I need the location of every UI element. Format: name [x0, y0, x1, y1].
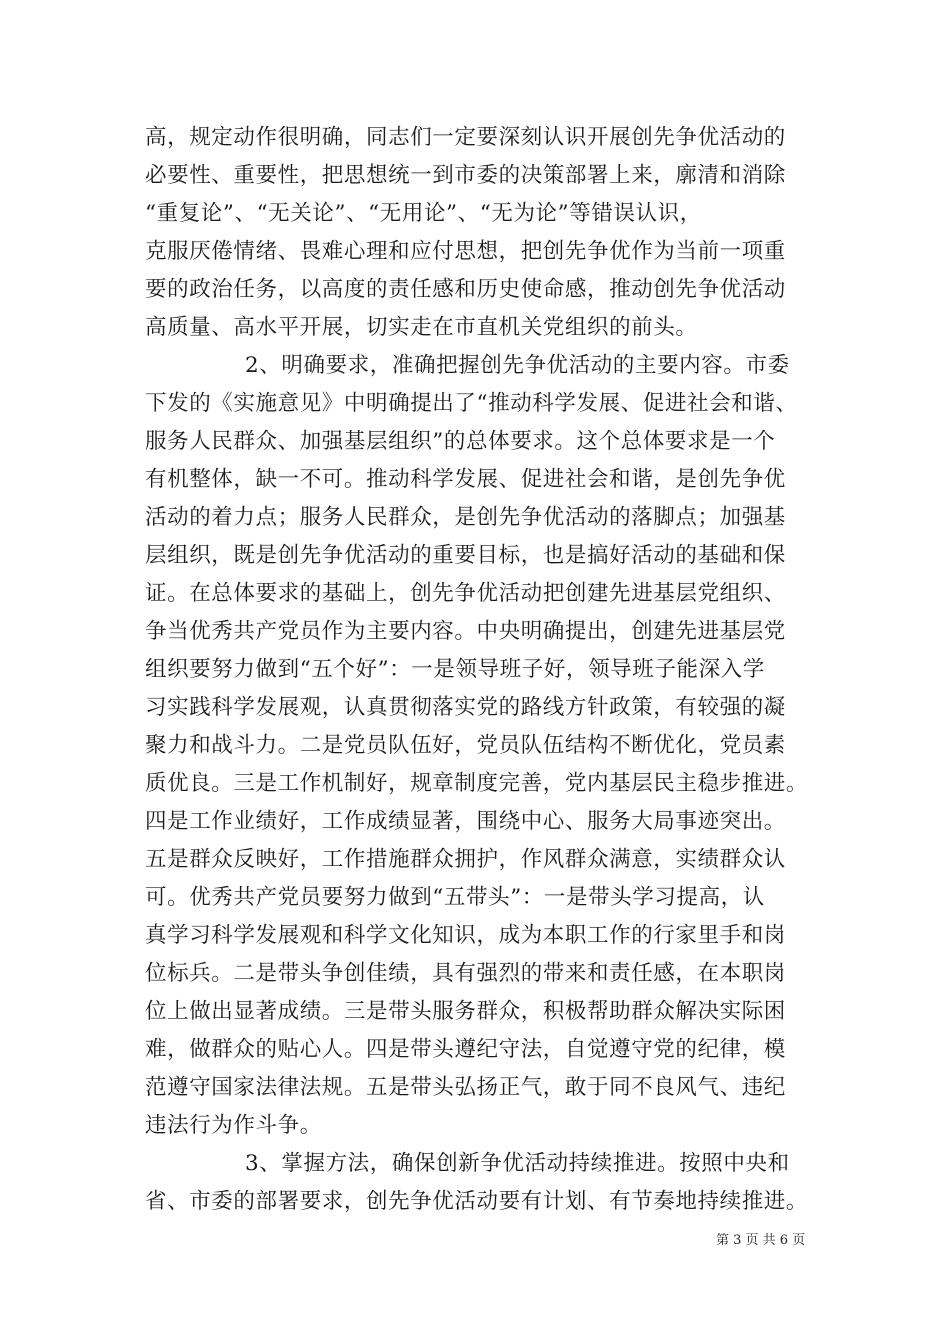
text-line: 省、市委的部署要求，创先争优活动要有计划、有节奏地持续推进。 [145, 1189, 809, 1214]
text-line: 难，做群众的贴心人。四是带头遵纪守法，自觉遵守党的纪律，模 [145, 1037, 786, 1062]
text-line: 可。优秀共产党员要努力做到“五带头”：一是带头学习提高，认 [145, 885, 765, 910]
text-line: 范遵守国家法律法规。五是带头弘扬正气，敢于同不良风气、违纪 [145, 1075, 786, 1100]
text-line: 层组织，既是创先争优活动的重要目标，也是搞好活动的基础和保 [145, 543, 786, 568]
text-line: 服务人民群众、加强基层组织”的总体要求。这个总体要求是一个 [145, 429, 776, 454]
text-line: 有机整体，缺一不可。推动科学发展、促进社会和谐，是创先争优 [145, 467, 786, 492]
text-line: 位上做出显著成绩。三是带头服务群众，积极帮助群众解决实际困 [145, 999, 786, 1024]
text-line: 五是群众反映好，工作措施群众拥护，作风群众满意，实绩群众认 [145, 847, 786, 872]
text-line: 活动的着力点；服务人民群众，是创先争优活动的落脚点；加强基 [145, 505, 786, 530]
text-line: 质优良。三是工作机制好，规章制度完善，党内基层民主稳步推进。 [145, 771, 809, 796]
section-heading-line: 3、掌握方法，确保创新争优活动持续推进。按照中央和 [245, 1151, 790, 1176]
page-number-footer: 第 3 页 共 6 页 [716, 1233, 806, 1248]
text-line: 真学习科学发展观和科学文化知识，成为本职工作的行家里手和岗 [145, 923, 786, 948]
text-line: 高质量、高水平开展，切实走在市直机关党组织的前头。 [145, 315, 698, 340]
text-line: 克服厌倦情绪、畏难心理和应付思想，把创先争优作为当前一项重 [145, 239, 786, 264]
text-line: 下发的《实施意见》中明确提出了“推动科学发展、促进社会和谐、 [145, 391, 798, 416]
section-heading-line: 2、明确要求，准确把握创先争优活动的主要内容。市委 [245, 353, 790, 378]
text-line: 习实践科学发展观，认真贯彻落实党的路线方针政策，有较强的凝 [145, 695, 786, 720]
text-line: 高，规定动作很明确，同志们一定要深刻认识开展创先争优活动的 [145, 125, 786, 150]
text-line: 四是工作业绩好，工作成绩显著，围绕中心、服务大局事迹突出。 [145, 809, 786, 834]
text-line: 聚力和战斗力。二是党员队伍好，党员队伍结构不断优化，党员素 [145, 733, 786, 758]
text-line: 组织要努力做到“五个好”：一是领导班子好，领导班子能深入学 [145, 657, 765, 682]
text-line: 争当优秀共产党员作为主要内容。中央明确提出，创建先进基层党 [145, 619, 786, 644]
text-line: 位标兵。二是带头争创佳绩，具有强烈的带来和责任感，在本职岗 [145, 961, 786, 986]
text-line: 证。在总体要求的基础上，创先争优活动把创建先进基层党组织、 [145, 581, 786, 606]
text-line: 要的政治任务，以高度的责任感和历史使命感，推动创先争优活动 [145, 277, 786, 302]
text-line: 必要性、重要性，把思想统一到市委的决策部署上来，廓清和消除 [145, 163, 786, 188]
text-line: 违法行为作斗争。 [145, 1113, 322, 1138]
text-line: “重复论”、“无关论”、“无用论”、“无为论”等错误认识， [145, 201, 702, 226]
